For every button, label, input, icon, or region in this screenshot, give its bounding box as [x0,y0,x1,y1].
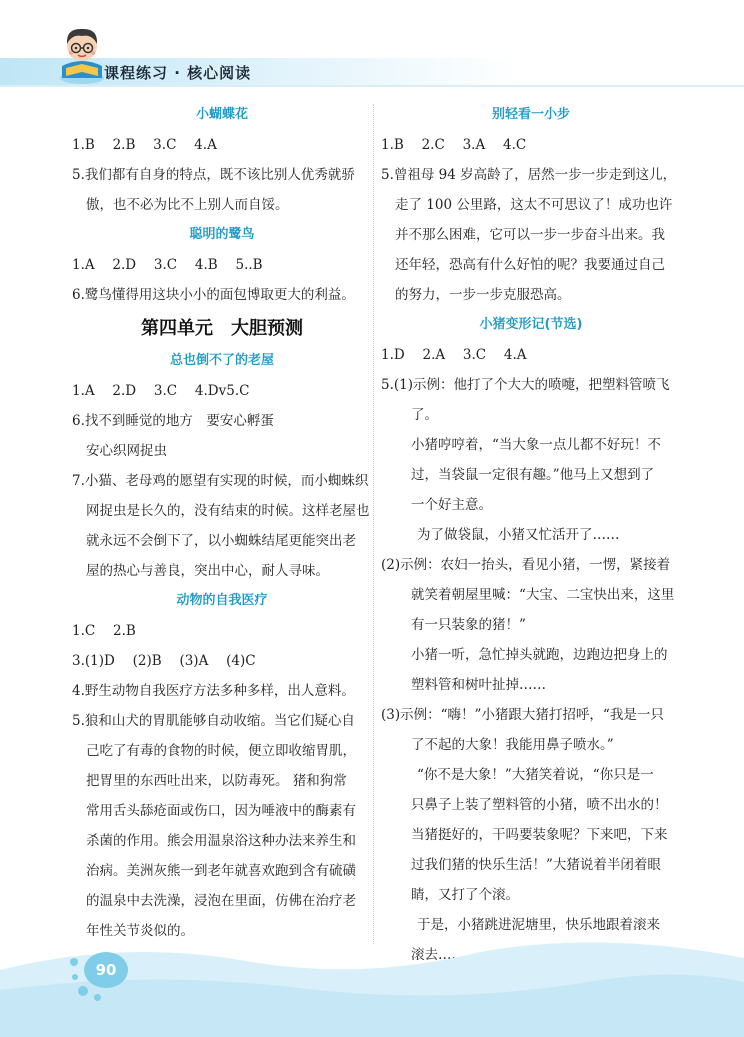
answer-line: 1.A 2.D 3.C 4.B 5..B [72,257,263,273]
answer-line: 还年轻，恐高有什么好怕的呢？我要通过自己 [395,257,665,273]
answer-line: 了。 [411,407,438,423]
answer-line: 傲，也不必为比不上别人而自馁。 [86,197,289,213]
answer-line: 的努力，一步一步克服恐高。 [395,287,571,303]
section-title: 小猪变形记(节选) [479,317,583,332]
answer-line: 5.(1)示例：他打了个大大的喷嚏，把塑料管喷飞 [381,377,670,393]
answer-line: 6.找不到睡觉的地方 要安心孵蛋 [72,413,274,429]
answer-line: 3.(1)D (2)B (3)A (4)C [72,653,256,669]
answer-line: 塑料管和树叶扯掉…… [411,677,546,693]
answer-line: 己吃了有毒的食物的时候，便立即收缩胃肌， [86,743,356,759]
left-column [72,100,372,946]
answer-line: 只鼻子上装了塑料管的小猪，喷不出水的！ [411,797,668,813]
answer-line: (3)示例：“嗨！”小猪跟大猪打招呼，“我是一只 [381,707,664,723]
answer-line: 年性关节炎似的。 [86,923,194,939]
answer-line: 杀菌的作用。熊会用温泉浴这种办法来养生和 [86,833,356,849]
answer-line: 一个好主意。 [411,497,492,513]
section-title: 动物的自我医疗 [176,593,268,608]
decor-dot [78,986,88,996]
answer-line: 睛，又打了个滚。 [411,887,519,903]
answer-line: (2)示例：农妇一抬头，看见小猪，一愣，紧接着 [381,557,671,573]
answer-line: 了不起的大象！我能用鼻子喷水。” [411,737,614,753]
section-title: 总也倒不了的老屋 [169,353,274,368]
answer-line: 过我们猪的快乐生活！”大猪说着半闭着眼 [411,857,661,873]
column-divider [373,104,374,944]
answer-line: 把胃里的东西吐出来，以防毒死。 猪和狗常 [86,773,347,789]
answer-line: 7.小猫、老母鸡的愿望有实现的时候，而小蜘蛛织 [72,473,369,489]
answer-line: 为了做袋鼠，小猪又忙活开了…… [417,527,620,543]
answer-line: 于是，小猪跳进泥塘里，快乐地跟着滚来 [417,917,660,933]
answer-line: 5.我们都有自身的特点，既不该比别人优秀就骄 [72,167,355,183]
decor-dot [94,994,101,1001]
answer-line: 1.A 2.D 3.C 4.Dv5.C [72,383,250,399]
answer-line: 走了 100 公里路，这太不可思议了！成功也许 [395,197,673,213]
answer-line: 常用舌头舔疮面或伤口，因为唾液中的酶素有 [86,803,356,819]
decor-dot [72,974,78,980]
right-column [381,100,681,970]
answer-line: 4.野生动物自我医疗方法多种多样，出人意料。 [72,683,355,699]
answer-line: 1.B 2.C 3.A 4.C [381,137,527,153]
answer-line: 5.狼和山犬的胃肌能够自动收缩。当它们疑心自 [72,713,355,729]
page-number: 90 [84,952,128,988]
answer-line: 有一只装象的猪！” [411,617,526,633]
unit-title: 第四单元 大胆预测 [141,318,303,339]
section-title: 别轻看一小步 [491,107,570,122]
answer-line: 治病。美洲灰熊一到老年就喜欢跑到含有硫磺 [86,863,356,879]
answer-line: 1.D 2.A 3.C 4.A [381,347,527,363]
answer-line: 就永远不会倒下了，以小蜘蛛结尾更能突出老 [86,533,356,549]
answer-line: 过，当袋鼠一定很有趣。”他马上又想到了 [411,467,655,483]
answer-line: “你不是大象！”大猪笑着说，“你只是一 [417,767,654,783]
answer-line: 5.曾祖母 94 岁高龄了，居然一步一步走到这儿， [381,167,677,183]
answer-line: 安心织网捉虫 [86,443,167,459]
answer-line: 的温泉中去洗澡，浸泡在里面，仿佛在治疗老 [86,893,356,909]
section-title: 聪明的鹭鸟 [189,227,255,242]
answer-line: 并不那么困难，它可以一步一步奋斗出来。我 [395,227,665,243]
series-title: 课程练习 · 核心阅读 [104,64,252,82]
answer-line: 1.C 2.B [72,623,136,639]
answer-line: 1.B 2.B 3.C 4.A [72,137,217,153]
answer-line: 滚去…… [411,947,465,963]
answer-line: 就笑着朝屋里喊：“大宝、二宝快出来，这里 [411,587,675,603]
answer-line: 屋的热心与善良，突出中心，耐人寻味。 [86,563,329,579]
answer-line: 6.鹭鸟懂得用这块小小的面包博取更大的利益。 [72,287,355,303]
answer-line: 当猪挺好的，干吗要装象呢？下来吧，下来 [411,827,668,843]
answer-line: 小猪一听，急忙掉头就跑，边跑边把身上的 [411,647,668,663]
answer-line: 小猪哼哼着，“当大象一点儿都不好玩！不 [411,437,661,453]
reading-child-mascot-icon [52,22,112,84]
header-divider [0,85,744,87]
section-title: 小蝴蝶花 [195,107,248,122]
answer-line: 网捉虫是长久的，没有结束的时候。这样老屋也 [86,503,370,519]
decor-dot [70,958,78,966]
